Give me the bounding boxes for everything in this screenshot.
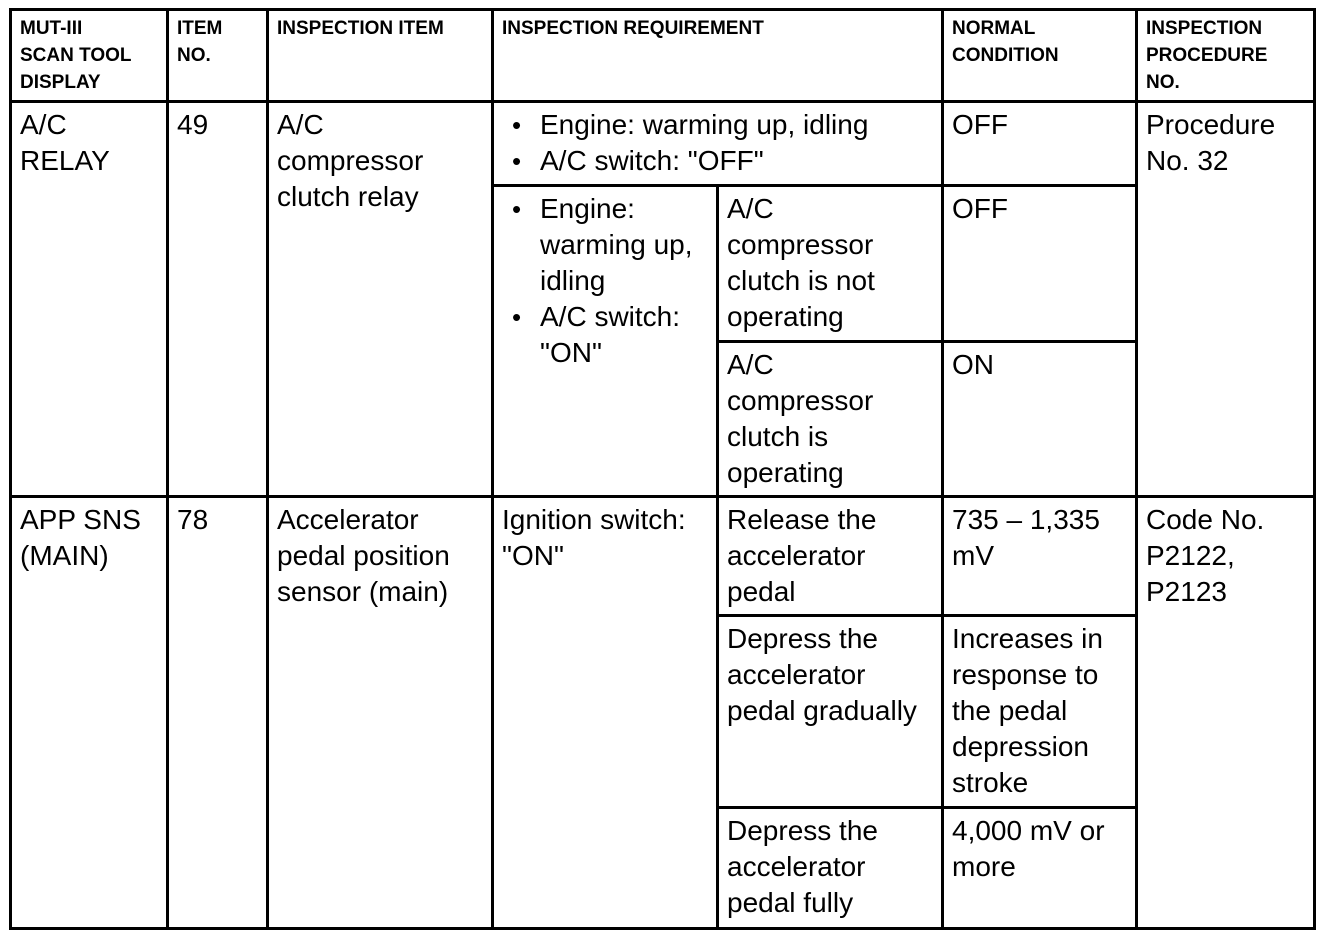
list-item: • A/C switch: "OFF" [502,143,935,179]
cell-text: No. 32 [1146,145,1229,176]
requirement-list [502,107,935,179]
cell-text: operating [727,457,844,488]
cell-text: 4,000 mV or [952,815,1105,846]
cell-procedure [1137,497,1315,929]
cell-text: operating [727,301,844,332]
cell-item-no [168,497,268,929]
header-inspection-item [268,10,493,102]
cell-procedure [1137,102,1315,497]
header-inspection-requirement [493,10,943,102]
cell-text: Release the [727,504,877,535]
cell-normal-condition [943,808,1137,929]
cell-text: Code No. [1146,504,1265,535]
cell-text: response to [952,659,1099,690]
cell-text: Ignition switch: [502,504,686,535]
header-text: CONDITION [952,45,1059,66]
header-text: PROCEDURE [1146,45,1268,66]
cell-text: pedal [727,576,796,607]
cell-sub-requirement [718,186,943,342]
cell-text: accelerator [727,659,866,690]
cell-text: pedal position [277,540,450,571]
table-row [11,497,1315,616]
cell-text: ON [952,349,994,380]
cell-text: pedal fully [727,887,854,918]
cell-text: depression [952,731,1089,762]
cell-requirement [493,186,718,497]
cell-sub-requirement [718,497,943,616]
cell-text: 735 – 1,335 [952,504,1100,535]
cell-text: Depress the [727,623,878,654]
header-text: NO. [1146,72,1180,93]
cell-inspection-item [268,497,493,929]
cell-text: Increases in [952,623,1103,654]
cell-text: clutch is not [727,265,875,296]
cell-text: P2122, [1146,540,1235,571]
cell-text: "ON" [502,540,564,571]
cell-text: A/C [727,193,774,224]
cell-text: RELAY [20,145,110,176]
cell-text: A/C [727,349,774,380]
inspection-table [9,8,1316,930]
cell-text: stroke [952,767,1029,798]
header-text: NORMAL [952,18,1036,39]
cell-inspection-item [268,102,493,497]
cell-text: mV [952,540,994,571]
cell-requirement [493,102,943,186]
cell-sub-requirement [718,808,943,929]
cell-text: clutch relay [277,181,419,212]
cell-text: the pedal [952,695,1068,726]
header-text: DISPLAY [20,72,101,93]
header-text: SCAN TOOL [20,45,132,66]
cell-normal-condition [943,616,1137,808]
cell-text: compressor [277,145,424,176]
cell-sub-requirement [718,616,943,808]
cell-text: accelerator [727,851,866,882]
cell-text: APP SNS [20,504,141,535]
cell-text: compressor [727,229,874,260]
cell-text: P2123 [1146,576,1227,607]
header-text: INSPECTION ITEM [277,18,444,39]
cell-normal-condition [943,102,1137,186]
list-item: • A/C switch: "ON" [502,299,710,371]
cell-text: Accelerator [277,504,419,535]
header-procedure-no [1137,10,1315,102]
cell-text: OFF [952,193,1008,224]
cell-text: Depress the [727,815,878,846]
header-text: ITEM [177,18,223,39]
list-item: • Engine: warming up, idling [502,107,935,143]
cell-text: 78 [177,504,209,535]
cell-item-no [168,102,268,497]
requirement-list [502,191,710,371]
list-item: • Engine: warming up, idling [502,191,710,299]
cell-text: pedal gradually [727,695,917,726]
header-normal-condition [943,10,1137,102]
cell-text: A/C [20,109,67,140]
cell-sub-requirement [718,342,943,497]
cell-text: more [952,851,1016,882]
cell-normal-condition [943,497,1137,616]
cell-display [11,102,168,497]
cell-requirement [493,497,718,929]
header-scan-tool-display [11,10,168,102]
header-text: INSPECTION REQUIREMENT [502,18,764,39]
cell-text: accelerator [727,540,866,571]
header-text: INSPECTION [1146,18,1263,39]
cell-normal-condition [943,186,1137,342]
table-row [11,102,1315,186]
cell-text: clutch is [727,421,829,452]
cell-text: (MAIN) [20,540,109,571]
header-text: NO. [177,45,211,66]
cell-text: A/C [277,109,324,140]
cell-text: 49 [177,109,209,140]
cell-text: OFF [952,109,1008,140]
header-text: MUT-III [20,18,83,39]
header-row [11,10,1315,102]
cell-text: compressor [727,385,874,416]
cell-text: Procedure [1146,109,1276,140]
cell-display [11,497,168,929]
header-item-no [168,10,268,102]
cell-normal-condition [943,342,1137,497]
cell-text: sensor (main) [277,576,449,607]
